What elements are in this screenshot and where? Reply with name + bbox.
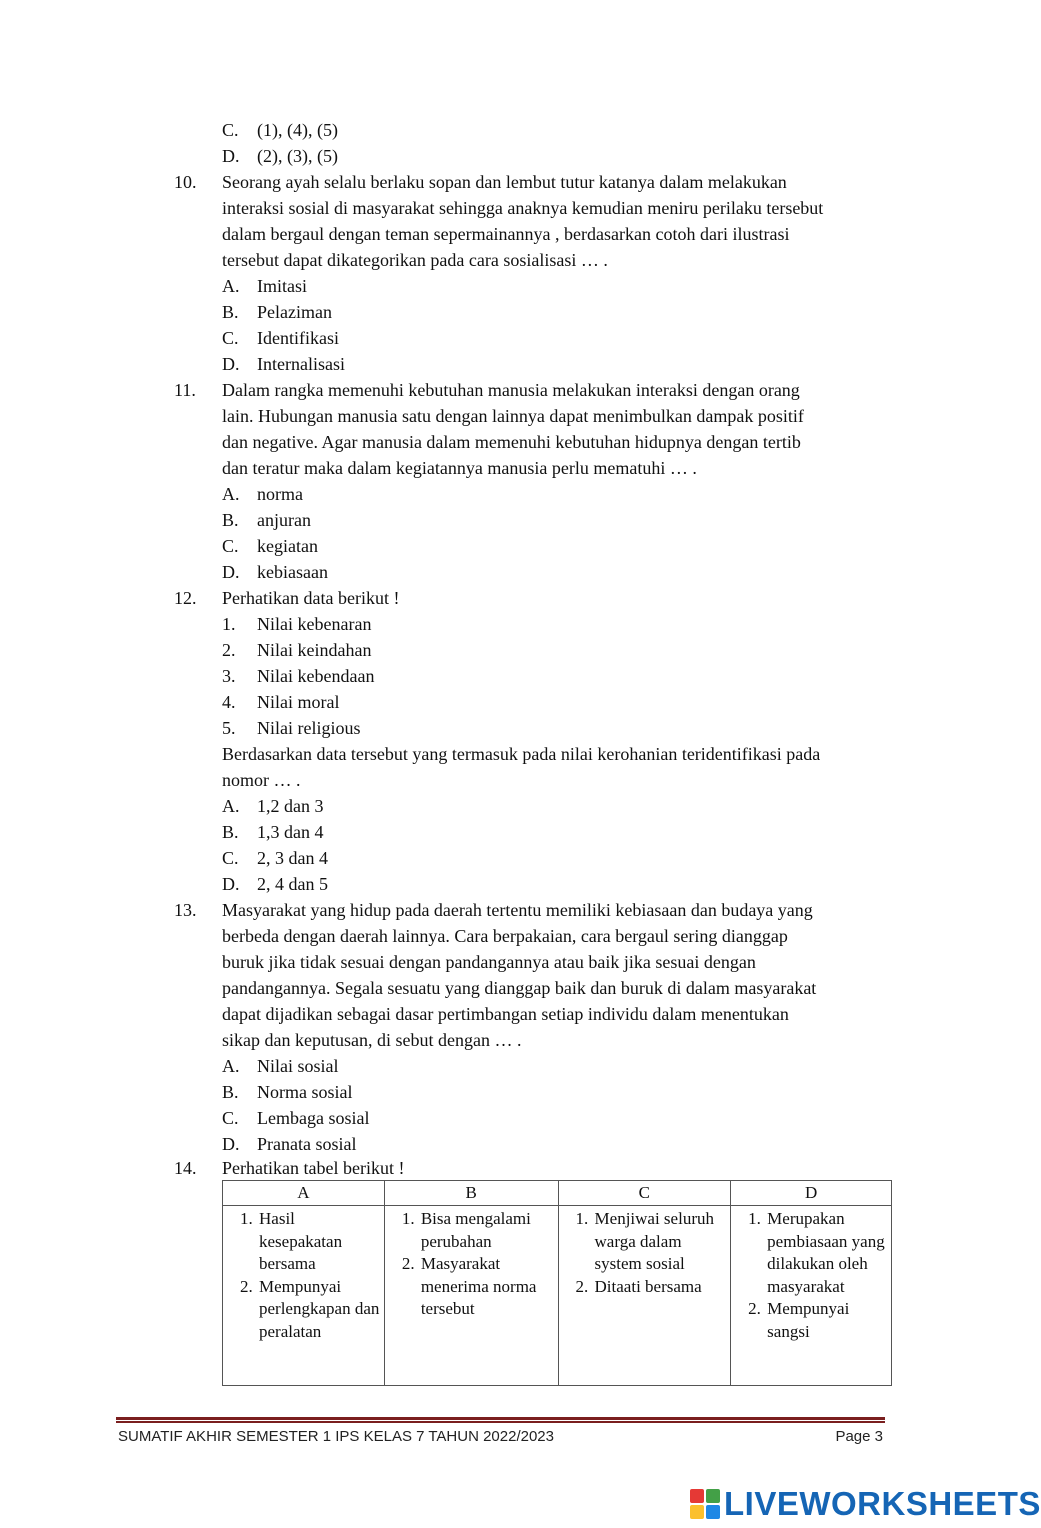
option-letter: B.	[222, 510, 239, 530]
list-item-number: 3.	[222, 666, 236, 686]
option-letter: C.	[222, 328, 239, 348]
table-cell-a	[223, 1206, 385, 1386]
option-letter: A.	[222, 484, 240, 504]
comparison-table	[222, 1180, 892, 1386]
option-text: Internalisasi	[257, 354, 345, 374]
column-header-a: A	[223, 1181, 385, 1206]
option-letter: D.	[222, 146, 240, 166]
question-text: tersebut dapat dikategorikan pada cara sosialisasi … .	[222, 250, 608, 270]
option-text: Imitasi	[257, 276, 307, 296]
option-text: Lembaga sosial	[257, 1108, 370, 1128]
list-item: Nilai moral	[257, 692, 340, 712]
question-text: buruk jika tidak sesuai dengan pandangannya atau baik jika sesuai dengan	[222, 952, 756, 972]
option-text: Identifikasi	[257, 328, 339, 348]
question-text: Perhatikan tabel berikut !	[222, 1158, 405, 1178]
table-cell-item: 2. Masyarakat menerima norma tersebut	[419, 1253, 554, 1321]
option-letter: C.	[222, 120, 239, 140]
column-header-d: D	[731, 1181, 892, 1206]
question-number: 13.	[174, 900, 197, 920]
footer-divider	[116, 1421, 885, 1423]
footer-divider	[116, 1417, 885, 1420]
option-letter: D.	[222, 874, 240, 894]
list-item-number: 5.	[222, 718, 236, 738]
option-letter: B.	[222, 822, 239, 842]
question-text: Seorang ayah selalu berlaku sopan dan lembut tutur katanya dalam melakukan	[222, 172, 787, 192]
question-number: 12.	[174, 588, 197, 608]
list-item: Nilai kebendaan	[257, 666, 375, 686]
table-cell-item: 1. Bisa mengalami perubahan	[419, 1208, 554, 1253]
table-cell-item: 1. Merupakan pembiasaan yang dilakukan oleh masyarakat	[765, 1208, 887, 1298]
page-number: Page 3	[835, 1428, 883, 1445]
brand-text: LIVEWORKSHEETS	[724, 1485, 1041, 1522]
table-cell-c	[558, 1206, 731, 1386]
table-cell-item: 2. Mempunyai sangsi	[765, 1298, 887, 1343]
table-header-row	[223, 1181, 892, 1206]
option-letter: B.	[222, 1082, 239, 1102]
option-text: 2, 4 dan 5	[257, 874, 328, 894]
question-text: dan teratur maka dalam kegiatannya manusia perlu mematuhi … .	[222, 458, 697, 478]
option-letter: B.	[222, 302, 239, 322]
option-text: Nilai sosial	[257, 1056, 339, 1076]
question-text: Berdasarkan data tersebut yang termasuk pada nilai kerohanian teridentifikasi pada	[222, 744, 821, 764]
list-item-number: 1.	[222, 614, 236, 634]
option-text: Pranata sosial	[257, 1134, 357, 1154]
option-text: Pelaziman	[257, 302, 332, 322]
question-number: 10.	[174, 172, 197, 192]
option-text: anjuran	[257, 510, 311, 530]
column-header-b: B	[384, 1181, 558, 1206]
question-text: Masyarakat yang hidup pada daerah tertentu memiliki kebiasaan dan budaya yang	[222, 900, 813, 920]
table-cell-d	[731, 1206, 892, 1386]
question-text: interaksi sosial di masyarakat sehingga anaknya kemudian meniru perilaku tersebut	[222, 198, 824, 218]
option-letter: D.	[222, 562, 240, 582]
table-cell-item: 2. Ditaati bersama	[593, 1276, 727, 1299]
option-text: 2, 3 dan 4	[257, 848, 328, 868]
option-letter: A.	[222, 1056, 240, 1076]
table-cell-b	[384, 1206, 558, 1386]
question-text: berbeda dengan daerah lainnya. Cara berpakaian, cara bergaul sering dianggap	[222, 926, 788, 946]
question-text: pandangannya. Segala sesuatu yang dianggap baik dan buruk di dalam masyarakat	[222, 978, 817, 998]
question-text: nomor … .	[222, 770, 301, 790]
option-letter: D.	[222, 1134, 240, 1154]
option-text: (1), (4), (5)	[257, 120, 338, 140]
option-text: norma	[257, 484, 303, 504]
table-cell-item: 1. Menjiwai seluruh warga dalam system sosial	[593, 1208, 727, 1276]
option-letter: A.	[222, 796, 240, 816]
list-item-number: 4.	[222, 692, 236, 712]
table-cell-item: 1. Hasil kesepakatan bersama	[257, 1208, 380, 1276]
option-letter: C.	[222, 1108, 239, 1128]
option-letter: D.	[222, 354, 240, 374]
table-cell-item: 2. Mempunyai perlengkapan dan peralatan	[257, 1276, 380, 1344]
option-text: 1,3 dan 4	[257, 822, 324, 842]
table-row	[223, 1206, 892, 1386]
question-text: Dalam rangka memenuhi kebutuhan manusia melakukan interaksi dengan orang	[222, 380, 800, 400]
question-text: sikap dan keputusan, di sebut dengan … .	[222, 1030, 522, 1050]
option-letter: A.	[222, 276, 240, 296]
question-number: 11.	[174, 380, 196, 400]
option-text: (2), (3), (5)	[257, 146, 338, 166]
question-text: dalam bergaul dengan teman sepermainannya , berdasarkan cotoh dari ilustrasi	[222, 224, 790, 244]
question-text: Perhatikan data berikut !	[222, 588, 400, 608]
liveworksheets-brand	[690, 1486, 1041, 1522]
option-letter: C.	[222, 848, 239, 868]
column-header-c: C	[558, 1181, 731, 1206]
footer-title: SUMATIF AKHIR SEMESTER 1 IPS KELAS 7 TAHUN 2022/2023	[118, 1428, 554, 1445]
option-text: kebiasaan	[257, 562, 328, 582]
option-letter: C.	[222, 536, 239, 556]
list-item: Nilai religious	[257, 718, 361, 738]
liveworksheets-logo-icon	[690, 1489, 720, 1519]
list-item: Nilai kebenaran	[257, 614, 372, 634]
question-text: dapat dijadikan sebagai dasar pertimbangan setiap individu dalam menentukan	[222, 1004, 789, 1024]
question-number: 14.	[174, 1158, 197, 1178]
question-text: dan negative. Agar manusia dalam memenuhi kebutuhan hidupnya dengan tertib	[222, 432, 801, 452]
question-text: lain. Hubungan manusia satu dengan lainnya dapat menimbulkan dampak positif	[222, 406, 804, 426]
option-text: 1,2 dan 3	[257, 796, 324, 816]
list-item: Nilai keindahan	[257, 640, 372, 660]
list-item-number: 2.	[222, 640, 236, 660]
option-text: Norma sosial	[257, 1082, 353, 1102]
option-text: kegiatan	[257, 536, 318, 556]
